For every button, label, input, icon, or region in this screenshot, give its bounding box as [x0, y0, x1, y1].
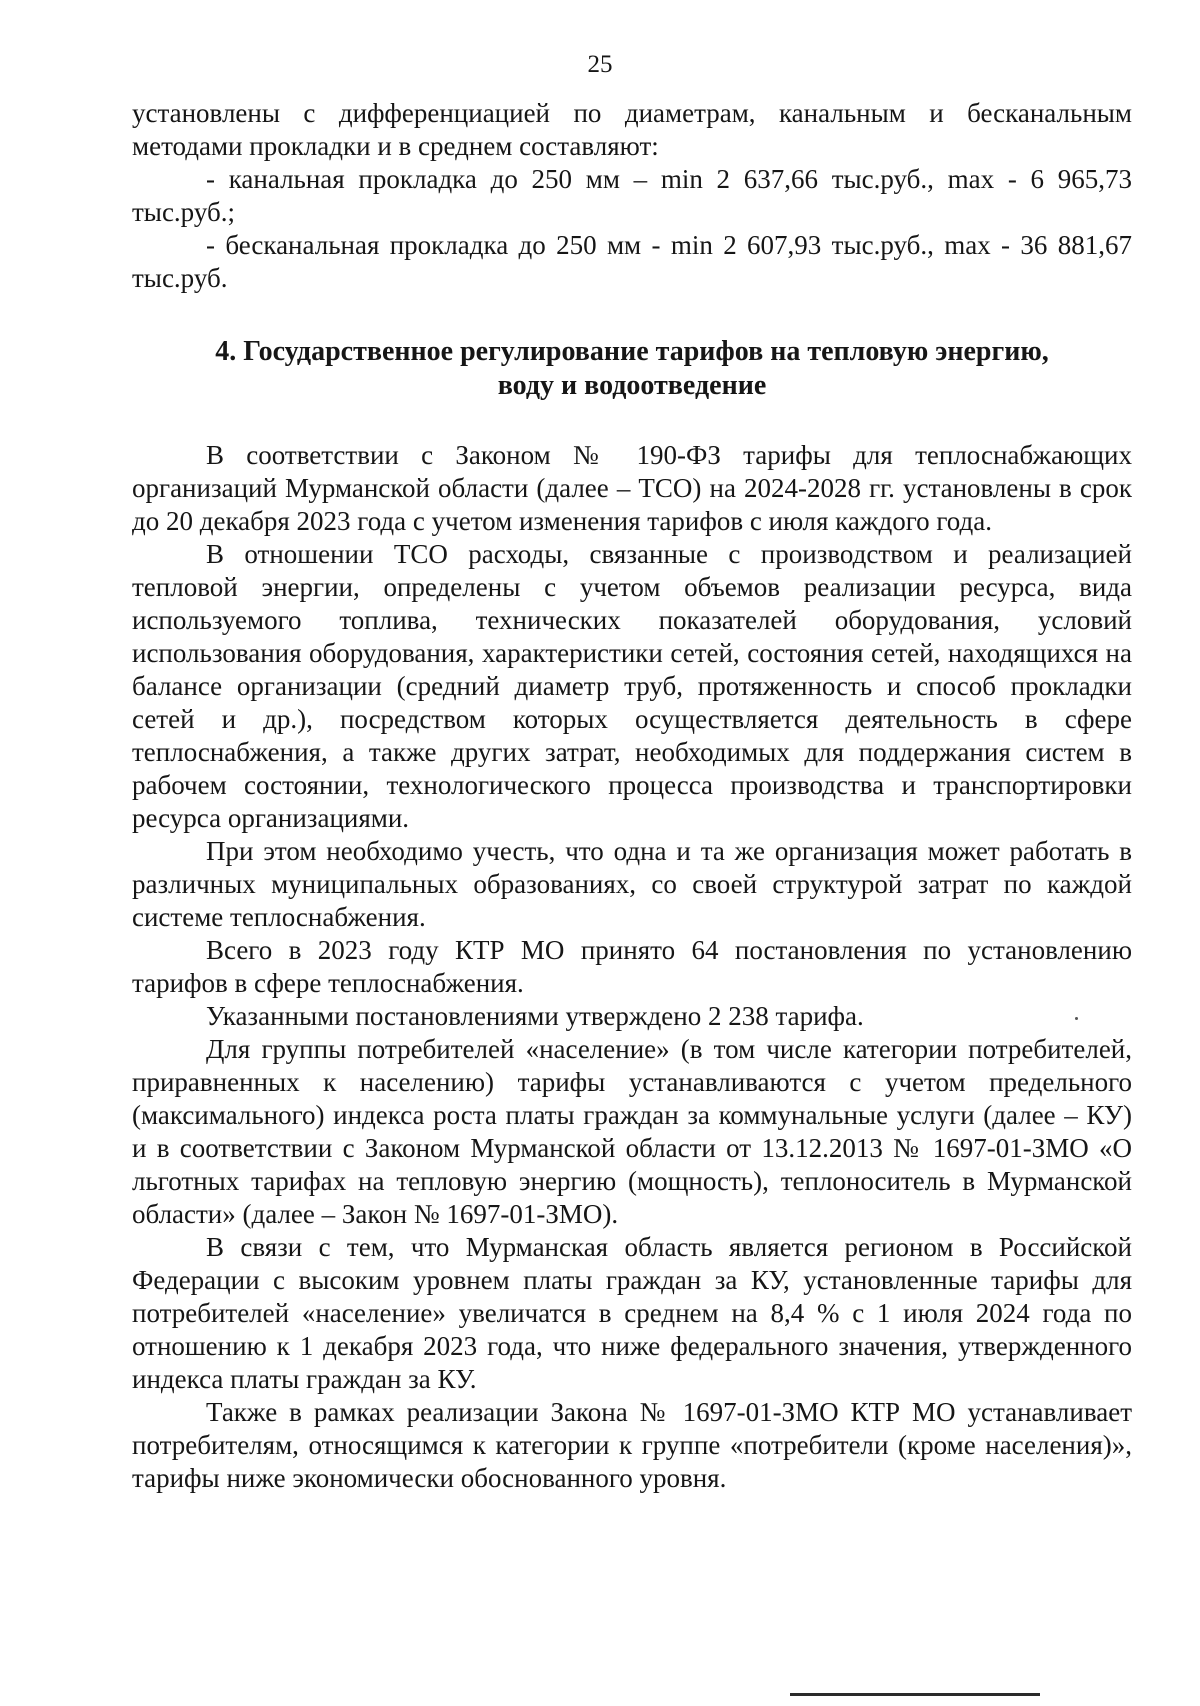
paragraph-population-group: Для группы потребителей «население» (в том числе категории потребителей, приравненных к населению) тарифы устанавливаются с учетом предельного (максимального) индекса роста платы граждан за коммунальные услуги (далее – КУ) и в соответствии с Законом Мурманской области от 13.12.2013 № 1697-01-ЗМО «О льготных тарифах на тепловую энергию (мощность), теплоноситель в Мурманской области» (далее – Закон № 1697-01-ЗМО).	[132, 1034, 1132, 1229]
section-heading-line-2: воду и водоотведение	[497, 370, 767, 401]
paragraph-municipalities: При этом необходимо учесть, что одна и та же организация может работать в различных муниципальных образованиях, со своей структурой затрат по каждой системе теплоснабжения.	[132, 836, 1132, 932]
scan-artifact-line	[790, 1693, 1040, 1696]
paragraph-decisions-count: Всего в 2023 году КТР МО принято 64 постановления по установлению тарифов в сфере теплоснабжения.	[132, 935, 1132, 998]
section-heading-line-1: 4. Государственное регулирование тарифов на тепловую энергию,	[215, 336, 1049, 367]
scan-artifact-dot	[1075, 1017, 1078, 1020]
section-heading	[132, 335, 1132, 403]
paragraph-law-190: В соответствии с Законом № 190-ФЗ тарифы для теплоснабжающих организаций Мурманской области (далее – ТСО) на 2024-2028 гг. установлены в срок до 20 декабря 2023 года с учетом изменения тарифов с июля каждого года.	[132, 440, 1132, 536]
paragraph-intro: установлены с дифференциацией по диаметрам, канальным и бесканальным методами прокладки и в среднем составляют:	[132, 98, 1132, 161]
list-item-channelless: - бесканальная прокладка до 250 мм - min 2 607,93 тыс.руб., max - 36 881,67 тыс.руб.	[132, 230, 1132, 293]
paragraph-expenses: В отношении ТСО расходы, связанные с производством и реализацией тепловой энергии, определены с учетом объемов реализации ресурса, вида используемого топлива, технических показателей оборудования, условий использования оборудования, характеристики сетей, состояния сетей, находящихся на балансе организации (средний диаметр труб, протяженность и способ прокладки сетей и др.), посредством которых осуществляется деятельность в сфере теплоснабжения, а также других затрат, необходимых для поддержания систем в рабочем состоянии, технологического процесса производства и транспортировки ресурса организациями.	[132, 539, 1132, 833]
paragraph-law-1697: Также в рамках реализации Закона № 1697-01-ЗМО КТР МО устанавливает потребителям, относящимся к категории к группе «потребители (кроме населения)», тарифы ниже экономически обоснованного уровня.	[132, 1397, 1132, 1493]
page-number: 25	[587, 51, 613, 78]
document-body	[132, 97, 1132, 1495]
paragraph-tariffs-count: Указанными постановлениями утверждено 2 238 тарифа.	[206, 1001, 864, 1031]
paragraph-increase: В связи с тем, что Мурманская область является регионом в Российской Федерации с высоким уровнем платы граждан за КУ, установленные тарифы для потребителей «население» увеличатся в среднем на 8,4 % с 1 июля 2024 года по отношению к 1 декабря 2023 года, что ниже федерального значения, утвержденного индекса платы граждан за КУ.	[132, 1232, 1132, 1394]
list-item-channel: - канальная прокладка до 250 мм – min 2 637,66 тыс.руб., max - 6 965,73 тыс.руб.;	[132, 164, 1132, 227]
